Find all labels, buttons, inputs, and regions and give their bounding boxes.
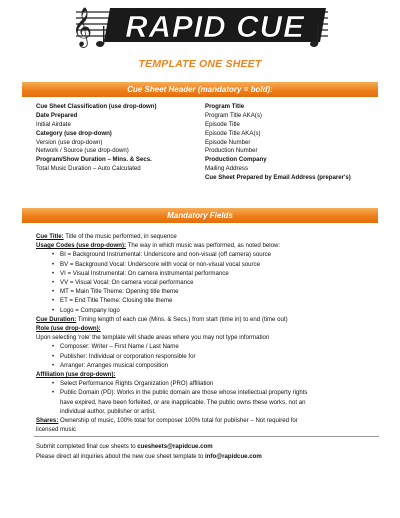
- field-label: Cue Duration:: [36, 315, 77, 323]
- header-field: Episode Title: [205, 120, 240, 128]
- list-item: • Logo = Company logo: [52, 306, 388, 315]
- field-label: Shares:: [36, 417, 59, 425]
- cue-title-line: [36, 232, 388, 241]
- header-field: Production Number: [205, 147, 258, 155]
- list-item: • Publisher: Individual or corporation responsible for: [52, 352, 388, 361]
- header-field: Program/Show Duration – Mins. & Secs.: [36, 156, 152, 164]
- template-title: TEMPLATE ONE SHEET: [138, 58, 262, 70]
- mandatory-fields-section: [36, 232, 388, 434]
- field-label: Cue Title:: [36, 233, 64, 240]
- rapid-cue-logo: [70, 4, 332, 50]
- role-line: [36, 324, 388, 333]
- role-description: Upon selecting 'role' the template will shade areas where you may not type information: [36, 334, 270, 342]
- header-field: Category (use drop-down): [36, 129, 112, 137]
- header-field: Date Prepared: [36, 111, 78, 119]
- cue-duration-line: [36, 315, 388, 324]
- list-item: • VV = Visual Vocal: On camera vocal performance: [52, 278, 388, 287]
- mandatory-section-banner: Mandatory Fields: [22, 208, 378, 223]
- field-description: Ownership of music, 100% total for composer 100% total for publisher – Not required for: [58, 417, 298, 425]
- shares-line-continued: licensed music: [36, 426, 76, 434]
- affiliation-line: [36, 370, 388, 379]
- footer-text: Please direct all inquiries about the new cue sheet template to: [36, 452, 206, 460]
- list-item-text: individual author, publisher or artist.: [60, 407, 156, 415]
- cuesheets-email-link[interactable]: cuesheets@rapidcue.com: [137, 443, 213, 450]
- list-item: • Select Performance Rights Organization (PRO) affiliation: [52, 379, 388, 388]
- list-item: • Composer: Writer – First Name / Last Name: [52, 342, 388, 351]
- header-field: Program Title: [205, 103, 245, 110]
- list-item: • Arranger: Arranges musical composition: [52, 361, 388, 370]
- field-description: Title of the music performed, in sequence: [63, 233, 177, 240]
- field-description: The way in which music was performed, as noted below:: [126, 242, 281, 250]
- divider: [34, 436, 379, 437]
- field-description: Timing length of each cue (Mins. & Secs.) from start (time in) to end (time out): [76, 315, 288, 323]
- header-field: Program Title AKA(s): [205, 111, 262, 119]
- header-right-column: [205, 103, 385, 183]
- usage-codes-line: [36, 241, 388, 250]
- field-label: Role (use drop-down):: [36, 325, 101, 333]
- header-field: Cue Sheet Prepared by Email Address (preparer's): [205, 174, 351, 182]
- list-item-text: have expired, have been forfeited, or are inapplicable. The public owns these works, not an: [60, 398, 306, 406]
- header-field: Episode Title AKA(s): [205, 129, 261, 137]
- header-field: Initial Airdate: [36, 120, 71, 128]
- list-item: [52, 388, 388, 416]
- submit-line: [36, 442, 386, 452]
- svg-text:𝄞: 𝄞: [72, 7, 93, 47]
- inquiries-line: [36, 452, 386, 462]
- usage-codes-list: [36, 250, 388, 314]
- list-item: • BI = Background Instrumental: Underscore and non-visual (off camera) source: [52, 250, 388, 259]
- header-field: Network / Source (use drop-down): [36, 147, 129, 155]
- field-label: Affiliation (use drop-down):: [36, 371, 116, 379]
- role-list: [36, 342, 388, 370]
- header-field: Total Music Duration – Auto Calculated: [36, 165, 141, 173]
- footer: [36, 442, 386, 461]
- header-field: Production Company: [205, 156, 267, 164]
- field-label: Usage Codes (use drop-down):: [36, 242, 127, 250]
- header-field: Cue Sheet Classification (use drop-down): [36, 103, 157, 110]
- info-email-link[interactable]: info@rapidcue.com: [205, 452, 262, 460]
- list-item: • ET = End Title Theme: Closing title theme: [52, 296, 388, 305]
- list-item: • VI = Visual Instrumental: On camera instrumental performance: [52, 269, 388, 278]
- svg-text:RAPID CUE: RAPID CUE: [125, 9, 305, 44]
- header-section-banner: Cue Sheet Header (mandatory = bold):: [22, 82, 378, 97]
- list-item-text: • Public Domain (PD): Works in the public domain are those whose intellectual property rights: [60, 389, 308, 397]
- list-item: • BV = Background Vocal: Underscore with vocal or non-visual vocal source: [52, 260, 388, 269]
- header-left-column: [36, 103, 206, 174]
- shares-line: [36, 416, 388, 425]
- list-item: • MT = Main Title Theme: Opening title theme: [52, 287, 388, 296]
- header-field: Mailing Address: [205, 165, 249, 173]
- header-field: Version (use drop-down): [36, 138, 103, 146]
- footer-text: Submit completed final cue sheets to: [36, 443, 138, 450]
- header-field: Episode Number: [205, 138, 251, 146]
- affiliation-list: [36, 379, 388, 416]
